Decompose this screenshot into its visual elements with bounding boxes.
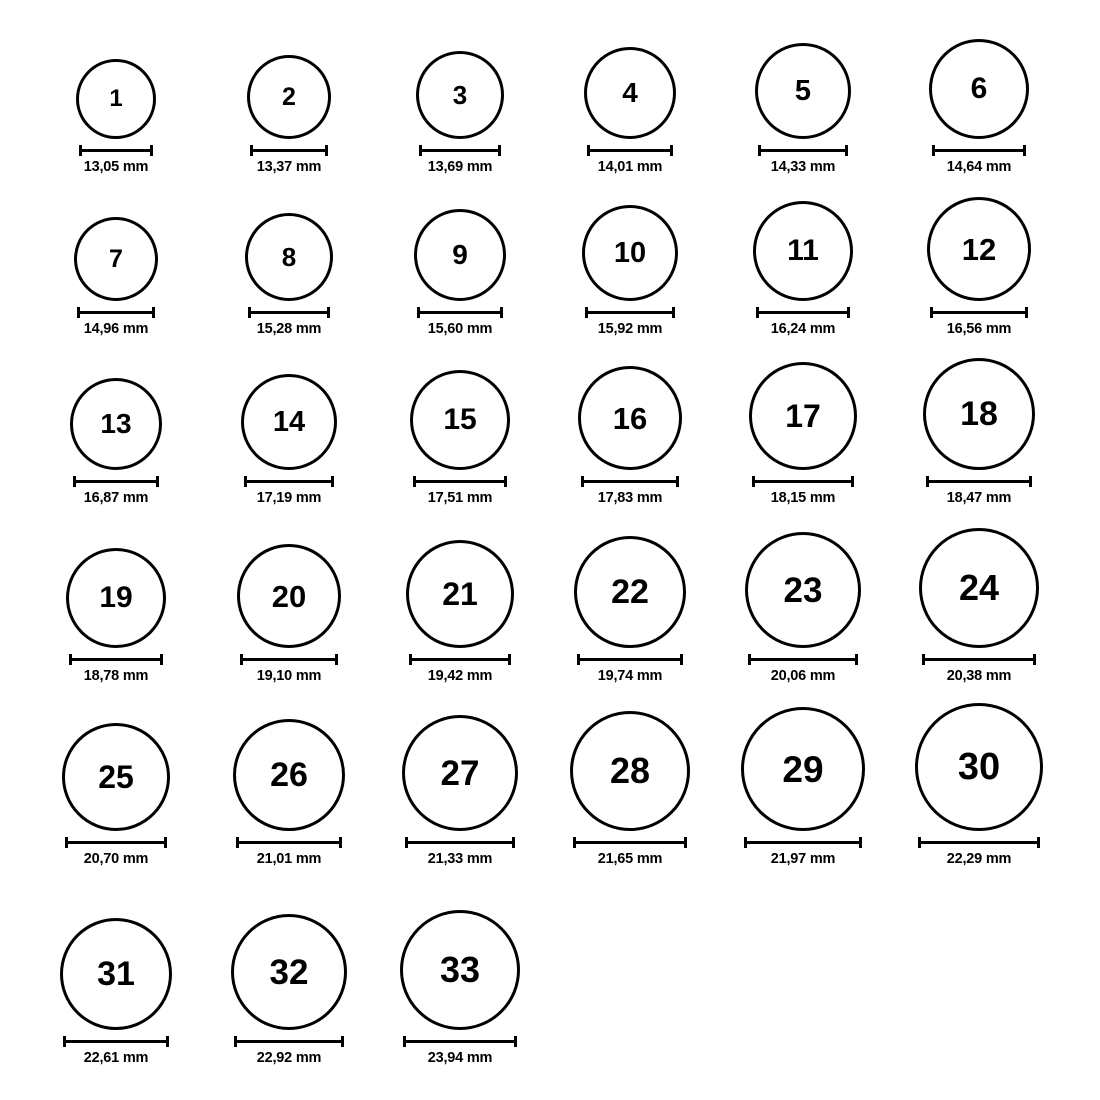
- ring-size-number: 6: [970, 72, 988, 105]
- diameter-measure-bar: [585, 307, 675, 317]
- ring-size-cell: [396, 910, 524, 1066]
- ring-size-number: 25: [98, 759, 134, 795]
- diameter-label: 13,37 mm: [256, 159, 322, 175]
- diameter-label: 21,01 mm: [256, 851, 322, 867]
- ring-size-cell: [62, 548, 170, 684]
- ring-size-cell: [66, 378, 166, 506]
- measure-cap-right: [1025, 307, 1028, 318]
- diameter-label: 21,65 mm: [597, 851, 663, 867]
- diameter-measure-bar: [756, 307, 850, 317]
- measure-cap-right: [1023, 145, 1026, 156]
- measure-cap-right: [500, 307, 503, 318]
- measure-line: [932, 149, 1026, 152]
- diameter-measure-bar: [752, 476, 854, 486]
- ring-circle: [402, 715, 518, 831]
- measure-line: [922, 658, 1036, 661]
- measure-line: [585, 311, 675, 314]
- ring-size-number: 10: [613, 236, 647, 269]
- ring-size-cell: [398, 715, 522, 867]
- ring-size-cell: [578, 205, 682, 337]
- ring-size-cell: [741, 532, 865, 684]
- ring-size-cell: [566, 711, 694, 867]
- measure-line: [573, 841, 687, 844]
- diameter-measure-bar: [240, 654, 338, 664]
- ring-circle: [233, 719, 345, 831]
- measure-cap-right: [676, 476, 679, 487]
- diameter-label: 17,19 mm: [256, 490, 322, 506]
- ring-size-number: 29: [782, 748, 824, 790]
- ring-size-number: 23: [783, 570, 823, 610]
- measure-line: [577, 658, 683, 661]
- measure-line: [918, 841, 1040, 844]
- diameter-measure-bar: [413, 476, 507, 486]
- diameter-measure-bar: [63, 1036, 169, 1046]
- diameter-label: 20,70 mm: [83, 851, 149, 867]
- measure-cap-left: [573, 837, 576, 848]
- measure-line: [758, 149, 848, 152]
- measure-line: [744, 841, 862, 844]
- ring-size-number: 31: [97, 955, 135, 993]
- measure-cap-right: [160, 654, 163, 665]
- diameter-label: 22,61 mm: [83, 1050, 149, 1066]
- measure-cap-left: [69, 654, 72, 665]
- diameter-measure-bar: [419, 145, 501, 155]
- ring-circle: [66, 548, 166, 648]
- ring-size-cell: [925, 39, 1033, 175]
- measure-cap-right: [164, 837, 167, 848]
- ring-circle: [60, 918, 172, 1030]
- measure-line: [409, 658, 511, 661]
- measure-cap-left: [417, 307, 420, 318]
- ring-size-cell: [72, 59, 160, 175]
- measure-cap-left: [918, 837, 921, 848]
- measure-cap-right: [504, 476, 507, 487]
- ring-size-cell: [919, 358, 1039, 506]
- measure-cap-right: [156, 476, 159, 487]
- diameter-label: 14,33 mm: [770, 159, 836, 175]
- ring-circle: [74, 217, 158, 301]
- measure-cap-right: [845, 145, 848, 156]
- measure-cap-right: [1029, 476, 1032, 487]
- ring-size-number: 9: [452, 239, 468, 270]
- ring-size-number: 19: [99, 581, 133, 614]
- diameter-measure-bar: [587, 145, 673, 155]
- ring-size-number: 5: [794, 74, 812, 107]
- measure-cap-left: [63, 1036, 66, 1047]
- measure-cap-left: [758, 145, 761, 156]
- diameter-label: 21,97 mm: [770, 851, 836, 867]
- ring-circle: [753, 201, 853, 301]
- ring-size-number: 28: [609, 750, 651, 791]
- ring-size-cell: [745, 362, 861, 506]
- measure-line: [417, 311, 503, 314]
- measure-line: [77, 311, 155, 314]
- measure-cap-right: [684, 837, 687, 848]
- diameter-measure-bar: [918, 837, 1040, 847]
- measure-line: [73, 480, 159, 483]
- measure-line: [69, 658, 163, 661]
- measure-cap-right: [514, 1036, 517, 1047]
- ring-size-number: 26: [270, 756, 308, 794]
- ring-size-cell: [749, 201, 857, 337]
- measure-cap-left: [922, 654, 925, 665]
- measure-line: [240, 658, 338, 661]
- ring-circle: [574, 536, 686, 648]
- measure-cap-right: [851, 476, 854, 487]
- ring-size-number: 20: [271, 578, 307, 614]
- measure-cap-left: [930, 307, 933, 318]
- diameter-measure-bar: [234, 1036, 344, 1046]
- diameter-measure-bar: [69, 654, 163, 664]
- measure-cap-left: [585, 307, 588, 318]
- ring-circle: [237, 544, 341, 648]
- measure-cap-right: [341, 1036, 344, 1047]
- ring-size-cell: [410, 209, 510, 337]
- measure-line: [748, 658, 858, 661]
- diameter-measure-bar: [930, 307, 1028, 317]
- ring-circle: [923, 358, 1035, 470]
- ring-circle: [915, 703, 1043, 831]
- measure-cap-left: [73, 476, 76, 487]
- diameter-label: 19,42 mm: [427, 668, 493, 684]
- measure-cap-right: [859, 837, 862, 848]
- measure-line: [581, 480, 679, 483]
- measure-cap-right: [335, 654, 338, 665]
- diameter-measure-bar: [573, 837, 687, 847]
- ring-circle: [231, 914, 347, 1030]
- ring-circle: [400, 910, 520, 1030]
- diameter-label: 13,05 mm: [83, 159, 149, 175]
- measure-cap-left: [581, 476, 584, 487]
- ring-circle: [241, 374, 337, 470]
- ring-size-cell: [580, 47, 680, 175]
- diameter-label: 19,74 mm: [597, 668, 663, 684]
- measure-cap-right: [508, 654, 511, 665]
- measure-line: [405, 841, 515, 844]
- ring-size-number: 18: [960, 395, 998, 433]
- diameter-label: 15,28 mm: [256, 321, 322, 337]
- ring-circle: [584, 47, 676, 139]
- diameter-label: 22,92 mm: [256, 1050, 322, 1066]
- diameter-label: 19,10 mm: [256, 668, 322, 684]
- ring-size-number: 7: [109, 244, 123, 273]
- diameter-label: 17,51 mm: [427, 490, 493, 506]
- measure-cap-left: [756, 307, 759, 318]
- diameter-label: 15,92 mm: [597, 321, 663, 337]
- measure-cap-left: [752, 476, 755, 487]
- diameter-measure-bar: [758, 145, 848, 155]
- measure-cap-right: [1037, 837, 1040, 848]
- diameter-label: 23,94 mm: [427, 1050, 493, 1066]
- ring-size-number: 17: [785, 398, 821, 434]
- diameter-label: 16,56 mm: [946, 321, 1012, 337]
- measure-cap-right: [498, 145, 501, 156]
- measure-cap-right: [512, 837, 515, 848]
- ring-size-number: 24: [958, 567, 1000, 608]
- diameter-label: 16,87 mm: [83, 490, 149, 506]
- measure-line: [248, 311, 330, 314]
- measure-cap-left: [587, 145, 590, 156]
- ring-circle: [927, 197, 1031, 301]
- diameter-label: 18,15 mm: [770, 490, 836, 506]
- ring-circle: [578, 366, 682, 470]
- ring-size-number: 32: [269, 952, 309, 992]
- diameter-measure-bar: [250, 145, 328, 155]
- diameter-label: 18,78 mm: [83, 668, 149, 684]
- ring-size-number: 13: [100, 408, 132, 439]
- diameter-measure-bar: [236, 837, 342, 847]
- diameter-measure-bar: [405, 837, 515, 847]
- ring-circle: [245, 213, 333, 301]
- measure-cap-left: [79, 145, 82, 156]
- measure-cap-left: [577, 654, 580, 665]
- measure-cap-right: [166, 1036, 169, 1047]
- ring-size-number: 15: [443, 403, 477, 436]
- ring-circle: [919, 528, 1039, 648]
- ring-size-cell: [402, 540, 518, 684]
- ring-size-number: 11: [787, 234, 819, 267]
- ring-circle: [929, 39, 1029, 139]
- ring-size-cell: [56, 918, 176, 1066]
- diameter-measure-bar: [403, 1036, 517, 1046]
- ring-size-cell: [915, 528, 1043, 684]
- ring-size-cell: [233, 544, 345, 684]
- ring-circle: [410, 370, 510, 470]
- ring-circle: [416, 51, 504, 139]
- ring-size-cell: [70, 217, 162, 337]
- measure-cap-left: [748, 654, 751, 665]
- diameter-measure-bar: [577, 654, 683, 664]
- measure-line: [756, 311, 850, 314]
- ring-circle: [76, 59, 156, 139]
- ring-size-number: 21: [442, 576, 478, 612]
- measure-cap-right: [325, 145, 328, 156]
- measure-line: [413, 480, 507, 483]
- ring-size-number: 1: [109, 85, 123, 112]
- measure-cap-left: [77, 307, 80, 318]
- ring-size-number: 12: [961, 231, 997, 267]
- measure-cap-left: [926, 476, 929, 487]
- ring-size-cell: [406, 370, 514, 506]
- ring-size-cell: [911, 703, 1047, 867]
- diameter-measure-bar: [926, 476, 1032, 486]
- ring-size-number: 30: [957, 746, 1001, 788]
- ring-circle: [582, 205, 678, 301]
- ring-circle: [570, 711, 690, 831]
- ring-size-number: 16: [612, 400, 648, 436]
- ring-circle: [247, 55, 331, 139]
- diameter-measure-bar: [581, 476, 679, 486]
- ring-circle: [70, 378, 162, 470]
- measure-line: [419, 149, 501, 152]
- measure-cap-right: [855, 654, 858, 665]
- diameter-measure-bar: [77, 307, 155, 317]
- measure-cap-left: [403, 1036, 406, 1047]
- measure-cap-right: [152, 307, 155, 318]
- measure-line: [250, 149, 328, 152]
- measure-cap-left: [419, 145, 422, 156]
- measure-line: [244, 480, 334, 483]
- ring-circle: [745, 532, 861, 648]
- measure-cap-left: [65, 837, 68, 848]
- measure-cap-left: [244, 476, 247, 487]
- ring-size-cell: [227, 914, 351, 1066]
- ring-size-number: 33: [439, 949, 481, 990]
- ring-size-number: 4: [622, 77, 638, 108]
- diameter-label: 18,47 mm: [946, 490, 1012, 506]
- ring-circle: [749, 362, 857, 470]
- diameter-label: 14,96 mm: [83, 321, 149, 337]
- measure-cap-left: [744, 837, 747, 848]
- diameter-measure-bar: [409, 654, 511, 664]
- diameter-measure-bar: [932, 145, 1026, 155]
- ring-size-cell: [923, 197, 1035, 337]
- ring-size-number: 2: [282, 82, 296, 111]
- measure-cap-left: [932, 145, 935, 156]
- ring-size-number: 14: [272, 405, 306, 438]
- ring-size-cell: [237, 374, 341, 506]
- diameter-measure-bar: [744, 837, 862, 847]
- measure-line: [65, 841, 167, 844]
- ring-size-cell: [751, 43, 855, 175]
- measure-line: [403, 1040, 517, 1043]
- ring-size-number: 8: [281, 242, 297, 272]
- ring-size-cell: [412, 51, 508, 175]
- diameter-measure-bar: [922, 654, 1036, 664]
- measure-line: [930, 311, 1028, 314]
- diameter-measure-bar: [244, 476, 334, 486]
- measure-cap-left: [413, 476, 416, 487]
- ring-size-cell: [243, 55, 335, 175]
- measure-cap-left: [240, 654, 243, 665]
- measure-cap-right: [680, 654, 683, 665]
- measure-line: [79, 149, 153, 152]
- measure-cap-right: [150, 145, 153, 156]
- diameter-measure-bar: [79, 145, 153, 155]
- measure-cap-right: [339, 837, 342, 848]
- ring-circle: [741, 707, 865, 831]
- diameter-label: 14,64 mm: [946, 159, 1012, 175]
- measure-cap-right: [847, 307, 850, 318]
- measure-cap-left: [234, 1036, 237, 1047]
- ring-size-number: 27: [440, 753, 480, 793]
- measure-line: [236, 841, 342, 844]
- diameter-label: 13,69 mm: [427, 159, 493, 175]
- diameter-label: 17,83 mm: [597, 490, 663, 506]
- diameter-label: 21,33 mm: [427, 851, 493, 867]
- diameter-label: 14,01 mm: [597, 159, 663, 175]
- ring-circle: [406, 540, 514, 648]
- ring-circle: [62, 723, 170, 831]
- diameter-measure-bar: [748, 654, 858, 664]
- measure-cap-left: [250, 145, 253, 156]
- diameter-measure-bar: [417, 307, 503, 317]
- measure-cap-right: [327, 307, 330, 318]
- measure-cap-left: [409, 654, 412, 665]
- measure-cap-right: [1033, 654, 1036, 665]
- measure-cap-left: [405, 837, 408, 848]
- diameter-label: 15,60 mm: [427, 321, 493, 337]
- measure-cap-right: [672, 307, 675, 318]
- measure-cap-right: [670, 145, 673, 156]
- diameter-measure-bar: [65, 837, 167, 847]
- measure-cap-right: [331, 476, 334, 487]
- ring-size-cell: [241, 213, 337, 337]
- measure-cap-left: [248, 307, 251, 318]
- diameter-label: 20,38 mm: [946, 668, 1012, 684]
- measure-line: [63, 1040, 169, 1043]
- ring-size-cell: [58, 723, 174, 867]
- diameter-label: 16,24 mm: [770, 321, 836, 337]
- diameter-measure-bar: [248, 307, 330, 317]
- ring-size-cell: [570, 536, 690, 684]
- measure-line: [234, 1040, 344, 1043]
- diameter-label: 20,06 mm: [770, 668, 836, 684]
- measure-line: [752, 480, 854, 483]
- ring-size-cell: [574, 366, 686, 506]
- measure-cap-left: [236, 837, 239, 848]
- ring-circle: [414, 209, 506, 301]
- diameter-measure-bar: [73, 476, 159, 486]
- ring-circle: [755, 43, 851, 139]
- ring-size-cell: [737, 707, 869, 867]
- ring-size-number: 22: [611, 573, 649, 611]
- ring-size-cell: [229, 719, 349, 867]
- measure-line: [926, 480, 1032, 483]
- measure-line: [587, 149, 673, 152]
- diameter-label: 22,29 mm: [946, 851, 1012, 867]
- ring-size-number: 3: [452, 80, 468, 110]
